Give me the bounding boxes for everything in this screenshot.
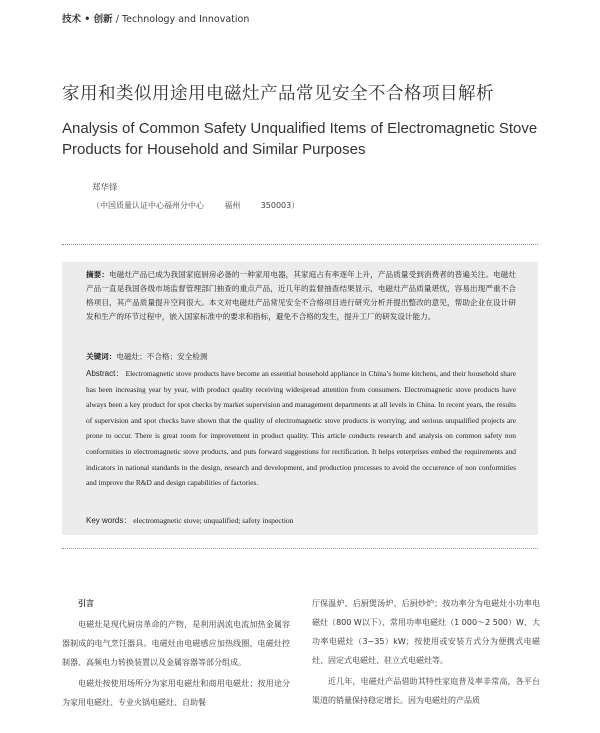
keywords-cn-text: 电磁灶；不合格；安全检测	[116, 352, 208, 361]
header-separator: /	[115, 14, 119, 25]
body-column-left	[62, 594, 290, 712]
abstract-cn-label: 摘要：	[86, 270, 110, 279]
body-column-right	[312, 594, 540, 710]
keywords-en-label: Key words：	[86, 516, 132, 525]
author: 郑华锋	[92, 183, 118, 193]
abstract-en-label: Abstract：	[86, 369, 124, 378]
abstract-en-text: Electromagnetic stove products have become an essential household appliance in China’s home kitchens, and their household share has been increasing year by year, with product quality receiving widespread attention from consumers. Electromagnetic stove products have always been a key product for spot checks by market supervision and management departments at all levels in China. In recent years, the results of supervision and spot checks have shown that the quality of electromagnetic stove products is worrying, and serious unqualified projects are prone to occur. There is great room for improvement in product quality. This article conducts research and analysis on common safety non conformities in electromagnetic stove products, and puts forward suggestions for rectification. It helps enterprises embed the requirements and indicators in national standards in the design, research and development, and production processes to avoid the occurrence of non conformities and improve the R&D and design capabilities of factories.	[86, 369, 516, 488]
running-header	[62, 11, 249, 25]
affiliation: （中国质量认证中心福州分中心 福州 350003）	[92, 201, 300, 210]
keywords-cn-label: 关键词：	[86, 352, 117, 361]
body-paragraph: 电磁灶按使用场所分为家用电磁灶和商用电磁灶；按用途分为家用电磁灶、专业火锅电磁灶、自助餐	[62, 679, 290, 707]
abstract-en	[86, 366, 516, 491]
header-section-en: Technology and Innovation	[121, 14, 250, 25]
keywords-cn	[86, 351, 208, 362]
abstract-cn	[86, 268, 516, 324]
body-paragraph: 电磁灶是现代厨房革命的产物，是利用涡流电流加热金属容器制成的电气烹饪器具。电磁灶由电磁感应加热线圈、电磁灶控制器、高频电力转换装置以及金属容器等部分组成。	[62, 620, 290, 667]
body-paragraph: 厅保温炉、后厨煲汤炉、后厨炒炉；按功率分为电磁灶小功率电磁灶（800 W以下）、常用功率电磁灶（1 000～2 500）W、大功率电磁灶（3~35）kW；按使用或安装方式分为便携式电磁灶、固定式电磁灶、驻立式电磁灶等。	[312, 599, 540, 665]
section-title: 引言	[78, 599, 94, 608]
abstract-cn-text: 电磁灶产品已成为我国家庭厨房必备的一种家用电器，其家庭占有率逐年上升，产品质量受到消费者的普遍关注。电磁灶产品一直是我国各级市场监督管理部门抽查的重点产品，近几年的监督抽查结果显示，电磁灶产品质量堪忧，容易出现严重不合格项目，其产品质量提升空间很大。本文对电磁灶产品常见安全不合格项目进行研究分析并提出整改的意见，帮助企业在设计研发和生产的环节过程中，嵌入国家标准中的要求和指标，避免不合格的发生，提升工厂的研发设计能力。	[86, 270, 517, 321]
keywords-en-text: electromagnetic stove; unqualified; safety inspection	[133, 516, 294, 525]
bottom-divider	[62, 548, 538, 549]
title-en: Analysis of Common Safety Unqualified Items of Electromagnetic Stove Products for Household and Similar Purposes	[62, 120, 538, 158]
title-cn: 家用和类似用途用电磁灶产品常见安全不合格项目解析	[62, 84, 494, 104]
top-divider	[62, 244, 538, 245]
body-paragraph: 近几年，电磁灶产品借助其特性家庭普及率非常高，各平台渠道的销量保持稳定增长。因为电磁灶的产品质	[312, 677, 540, 705]
keywords-en	[86, 515, 294, 526]
header-section-cn: 技术 • 创新	[62, 14, 113, 25]
